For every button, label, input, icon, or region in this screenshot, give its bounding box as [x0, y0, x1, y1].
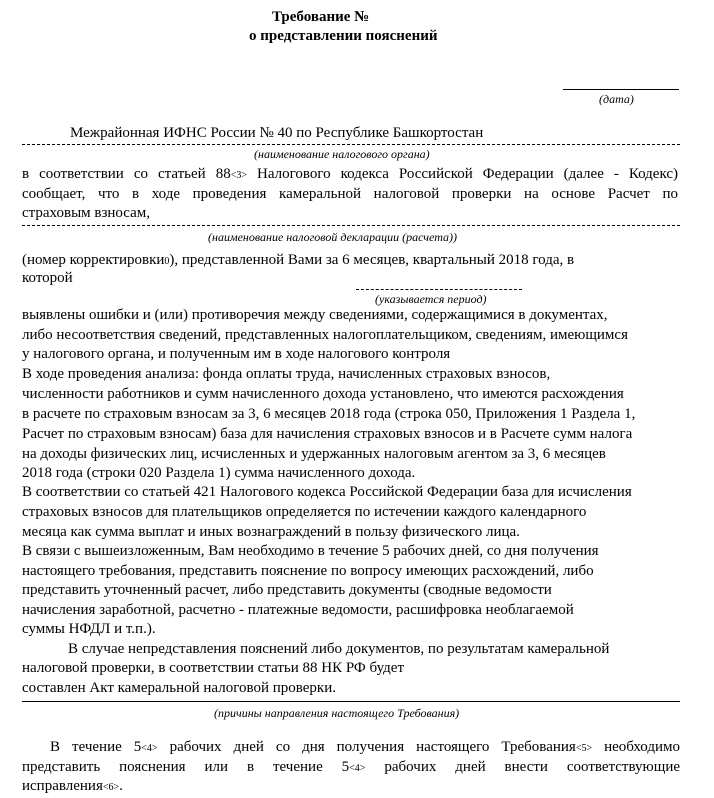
body-line: В соответствии со статьей 421 Налогового кодекса Российской Федерации база для исчисления [22, 484, 632, 500]
intro-line3: страховым взносам, [22, 205, 151, 221]
footnote-ref-3: <3> [230, 170, 247, 181]
correction-number: 0 [164, 256, 170, 267]
final-line2-b: рабочих дней внести соответствующие [384, 759, 681, 775]
reasons-caption: (причины направления настоящего Требования) [214, 706, 460, 720]
body-line: начисления заработной, расчетно - платежные ведомости, расшифровка необлагаемой [22, 602, 574, 618]
intro-line1-b: Налогового кодекса Российской Федерации (далее - Кодекс) [256, 166, 679, 182]
body-line: в расчете по страховым взносам за 3, 6 месяцев 2018 года (строка 050, Приложения 1 Раздела 1, [22, 406, 636, 422]
correction-line1-b: ), представленной Вами за 6 месяцев, квартальный 2018 года, в [169, 252, 575, 268]
body-line: на доходы физических лиц, исчисленных и удержанных налоговым агентом за 3, 6 месяцев [22, 446, 606, 462]
final-line3-b: . [119, 778, 123, 794]
authority-line [22, 144, 680, 145]
final-line1-a: В течение 5 [50, 739, 142, 755]
correction-line2: которой [22, 270, 73, 286]
body-line: страховых взносов для плательщиков определяется по истечении каждого календарного [22, 504, 587, 520]
intro-line2: сообщает, что в ходе проведения камеральной налоговой проверки на основе Расчет по [22, 186, 678, 202]
body-line: составлен Акт камеральной налоговой проверки. [22, 680, 336, 696]
final-line2-a: представить пояснения или в течение 5 [22, 759, 350, 775]
correction-line1-a: (номер корректировки [22, 252, 165, 268]
declaration-line [22, 225, 680, 226]
body-line: месяца как сумма выплат и иных вознаграждений в пользу физического лица. [22, 524, 520, 540]
body-line: настоящего требования, представить пояснение по вопросу имеющих расхождений, либо [22, 563, 594, 579]
footnote-ref-4: <4> [141, 743, 158, 754]
authority-name: Межрайонная ИФНС России № 40 по Республике Башкортостан [70, 125, 484, 141]
date-line [563, 89, 679, 90]
body-line: представить уточненный расчет, либо представить документы (сводные ведомости [22, 582, 552, 598]
body-line: Расчет по страховым взносам) база для начисления страховых взносов и в Расчете сумм налога [22, 426, 633, 442]
body-line: 2018 года (строки 020 Раздела 1) сумма начисленного дохода. [22, 465, 416, 481]
date-caption: (дата) [599, 92, 634, 106]
final-line1 [50, 739, 680, 757]
final-line1-c: необходимо [604, 739, 681, 755]
period-caption: (указывается период) [375, 292, 487, 306]
authority-caption: (наименование налогового органа) [254, 147, 430, 161]
body-line: суммы НФДЛ и т.п.). [22, 621, 156, 637]
body-line: В связи с вышеизложенным, Вам необходимо в течение 5 рабочих дней, со дня получения [22, 543, 599, 559]
body-line: численности работников и сумм начисленного дохода установлено, что имеются расхождения [22, 386, 624, 402]
intro-line1 [22, 166, 678, 184]
period-line [356, 289, 522, 290]
intro-line1-a: в соответствии со статьей 88 [22, 166, 231, 182]
reasons-line [22, 701, 680, 702]
declaration-caption: (наименование налоговой декларации (расчета)) [208, 230, 457, 244]
body-line: В ходе проведения анализа: фонда оплаты труда, начисленных страховых взносов, [22, 366, 551, 382]
body-line: у налогового органа, и полученным им в ходе налогового контроля [22, 346, 451, 362]
body-line: В случае непредставления пояснений либо документов, по результатам камеральной [68, 641, 610, 657]
final-line2 [22, 759, 680, 777]
final-line3-a: исправления [22, 778, 103, 794]
body-line: налоговой проверки, в соответствии статьи 88 НК РФ будет [22, 660, 404, 676]
body-line: выявлены ошибки и (или) противоречия между сведениями, содержащимися в документах, [22, 307, 608, 323]
footnote-ref-4b: <4> [349, 763, 366, 774]
title-line2: о представлении пояснений [249, 28, 438, 44]
footnote-ref-5: <5> [575, 743, 593, 754]
final-line3 [22, 778, 123, 796]
title-line1: Требование № [272, 9, 370, 25]
final-line1-b: рабочих дней со дня получения настоящего Требования [169, 739, 576, 755]
body-line: либо несоответствия сведений, представленных налогоплательщиком, сведениям, имеющимся [22, 327, 628, 343]
footnote-ref-6: <6> [102, 782, 120, 793]
correction-line1 [22, 252, 574, 270]
